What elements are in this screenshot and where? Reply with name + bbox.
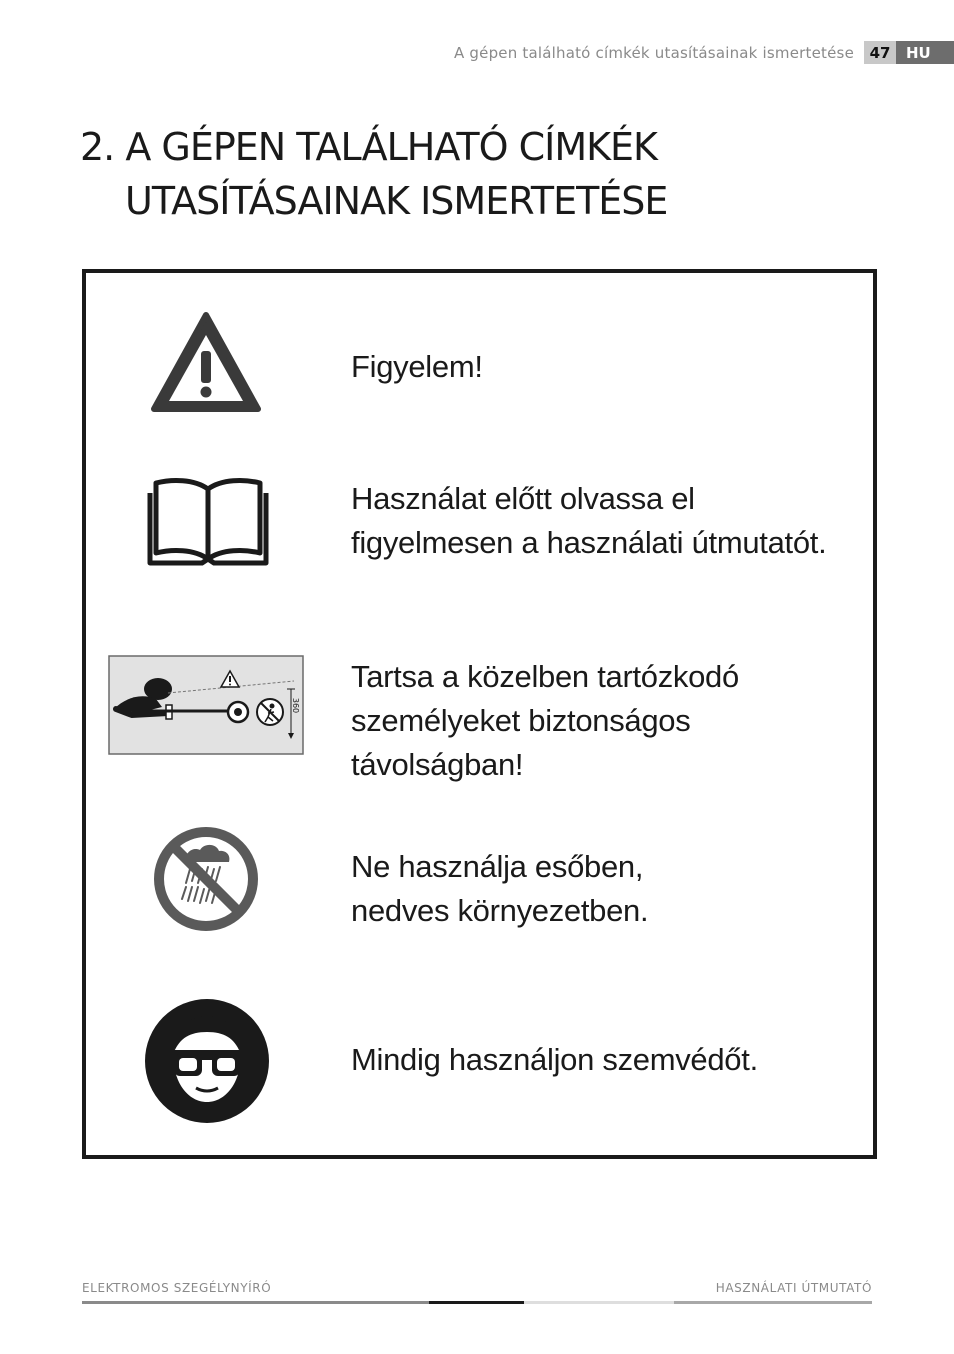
footer-rule-segment-4 (674, 1301, 872, 1304)
no-rain-icon (152, 825, 260, 933)
footer-document-type: HASZNÁLATI ÚTMUTATÓ (715, 1281, 872, 1295)
running-title: A gépen található címkék utasításainak ismertetése (453, 43, 854, 62)
label-text-no-rain: Ne használja esőben, nedves környezetben. (351, 849, 649, 928)
label-text-safe-distance: Tartsa a közelben tartózkodó személyeket biztonságos távolságban! (351, 659, 739, 782)
footer-rule-segment-2 (429, 1301, 524, 1304)
labels-box (82, 269, 877, 1159)
page-number: 47 (864, 41, 896, 64)
warning-triangle-icon (148, 309, 264, 417)
language-tab: HU (896, 41, 954, 64)
footer-rule-segment-1 (82, 1301, 429, 1304)
read-manual-book-icon (144, 475, 272, 567)
running-header (454, 41, 954, 64)
label-text-read-manual: Használat előtt olvassa el figyelmesen a használati útmutatót. (351, 481, 827, 560)
chapter-title-line-2: UTASÍTÁSAINAK ISMERTETÉSE (125, 179, 668, 223)
label-text-warning: Figyelem! (351, 349, 483, 384)
footer-rule-segment-3 (524, 1301, 674, 1304)
chapter-title (80, 120, 667, 228)
footer-product-name: ELEKTROMOS SZEGÉLYNYÍRÓ (82, 1281, 272, 1295)
pictogram-distance-label: 360 (291, 697, 301, 714)
eye-protection-icon (144, 998, 270, 1124)
safe-distance-pictogram-icon (108, 655, 304, 755)
label-text-eye-protection: Mindig használjon szemvédőt. (351, 1042, 758, 1077)
chapter-title-line-1: 2. A GÉPEN TALÁLHATÓ CÍMKÉK (80, 125, 657, 169)
